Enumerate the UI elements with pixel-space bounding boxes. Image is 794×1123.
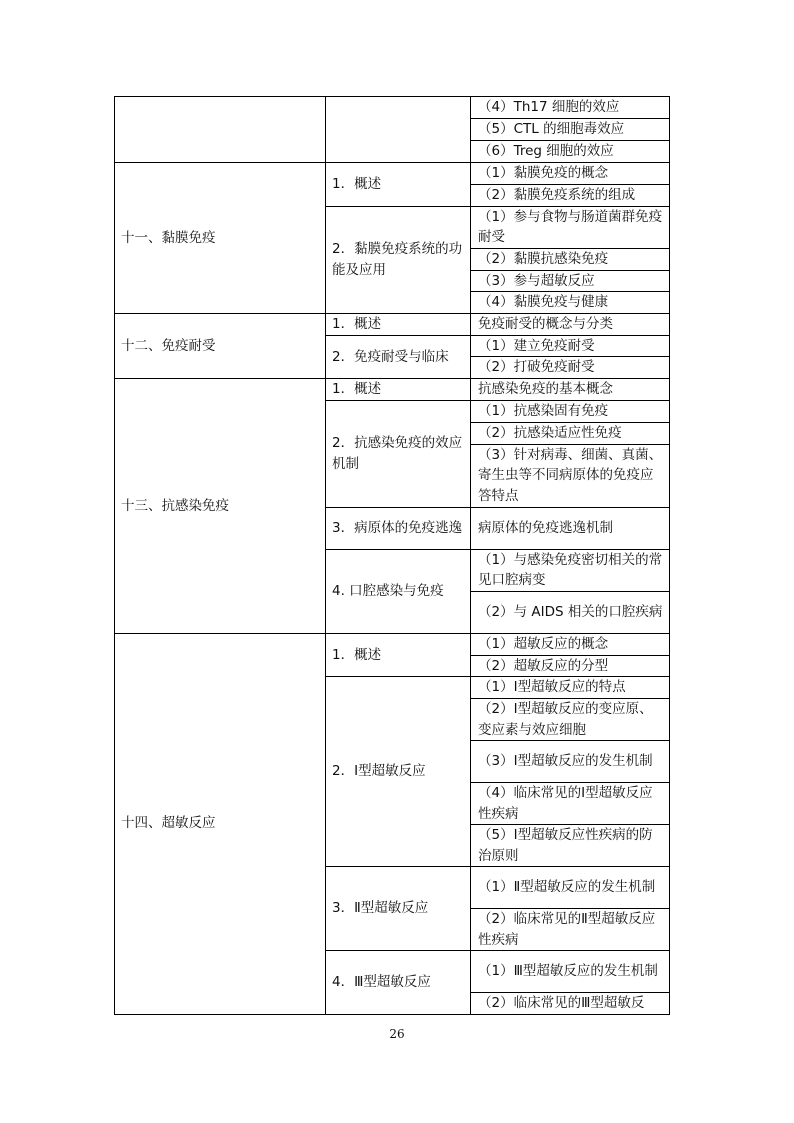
item-cell: （1）与感染免疫密切相关的常见口腔病变 xyxy=(471,549,670,591)
item-cell: （1）Ⅰ型超敏反应的特点 xyxy=(471,677,670,699)
item-cell: （2）黏膜抗感染免疫 xyxy=(471,248,670,270)
item-cell: （2）与 AIDS 相关的口腔疾病 xyxy=(471,591,670,633)
item-cell: （2）临床常见的Ⅱ型超敏反应性疾病 xyxy=(471,909,670,951)
level1-cell: 十一、黏膜免疫 xyxy=(115,162,326,314)
item-cell: 免疫耐受的概念与分类 xyxy=(471,314,670,336)
level2-cell: 2．Ⅰ型超敏反应 xyxy=(326,677,471,867)
item-cell: （2）黏膜免疫系统的组成 xyxy=(471,184,670,206)
item-cell: （1）抗感染固有免疫 xyxy=(471,401,670,423)
level2-cell: 3．病原体的免疫逃逸 xyxy=(326,507,471,549)
item-cell: （1）黏膜免疫的概念 xyxy=(471,162,670,184)
level2-cell: 2．抗感染免疫的效应机制 xyxy=(326,401,471,508)
item-cell: （6）Treg 细胞的效应 xyxy=(471,140,670,162)
table-row xyxy=(115,97,670,119)
item-cell: （2）Ⅰ型超敏反应的变应原、变应素与效应细胞 xyxy=(471,699,670,741)
item-cell: （3）针对病毒、细菌、真菌、寄生虫等不同病原体的免疫应答特点 xyxy=(471,444,670,507)
level2-cell: 3．Ⅱ型超敏反应 xyxy=(326,867,471,951)
level2-cell: 2．免疫耐受与临床 xyxy=(326,335,471,379)
level2-cell: 1．概述 xyxy=(326,162,471,206)
level2-cell: 1．概述 xyxy=(326,314,471,336)
item-cell: （5）Ⅰ型超敏反应性疾病的防治原则 xyxy=(471,825,670,867)
level2-cell: 4．Ⅲ型超敏反应 xyxy=(326,951,471,1015)
item-cell: （1）参与食物与肠道菌群免疫耐受 xyxy=(471,206,670,248)
syllabus-table xyxy=(114,96,670,1015)
item-cell: （4）Th17 细胞的效应 xyxy=(471,97,670,119)
item-cell: （2）打破免疫耐受 xyxy=(471,357,670,379)
level2-cell: 1．概述 xyxy=(326,633,471,677)
level1-cell: 十三、抗感染免疫 xyxy=(115,379,326,634)
item-cell: （4）黏膜免疫与健康 xyxy=(471,292,670,314)
item-cell: （5）CTL 的细胞毒效应 xyxy=(471,118,670,140)
item-cell: （3）参与超敏反应 xyxy=(471,270,670,292)
level2-cell: 1．概述 xyxy=(326,379,471,401)
item-cell: （2）临床常见的Ⅲ型超敏反 xyxy=(471,993,670,1015)
table-row xyxy=(115,633,670,655)
item-cell: （2）超敏反应的分型 xyxy=(471,655,670,677)
item-cell: （1）超敏反应的概念 xyxy=(471,633,670,655)
item-cell: （4）临床常见的Ⅰ型超敏反应性疾病 xyxy=(471,783,670,825)
item-cell: 抗感染免疫的基本概念 xyxy=(471,379,670,401)
item-cell: （2）抗感染适应性免疫 xyxy=(471,423,670,445)
item-cell: （1）Ⅱ型超敏反应的发生机制 xyxy=(471,867,670,909)
level1-cell xyxy=(115,97,326,163)
table-row xyxy=(115,162,670,184)
level1-cell: 十二、免疫耐受 xyxy=(115,314,326,379)
page-number: 26 xyxy=(389,1027,405,1041)
item-cell: 病原体的免疫逃逸机制 xyxy=(471,507,670,549)
level2-cell: 4. 口腔感染与免疫 xyxy=(326,549,471,633)
table-row xyxy=(115,314,670,336)
table-row xyxy=(115,379,670,401)
item-cell: （1）Ⅲ型超敏反应的发生机制 xyxy=(471,951,670,993)
level2-cell xyxy=(326,97,471,163)
item-cell: （1）建立免疫耐受 xyxy=(471,335,670,357)
item-cell: （3）Ⅰ型超敏反应的发生机制 xyxy=(471,741,670,783)
level1-cell: 十四、超敏反应 xyxy=(115,633,326,1014)
level2-cell: 2．黏膜免疫系统的功能及应用 xyxy=(326,206,471,314)
